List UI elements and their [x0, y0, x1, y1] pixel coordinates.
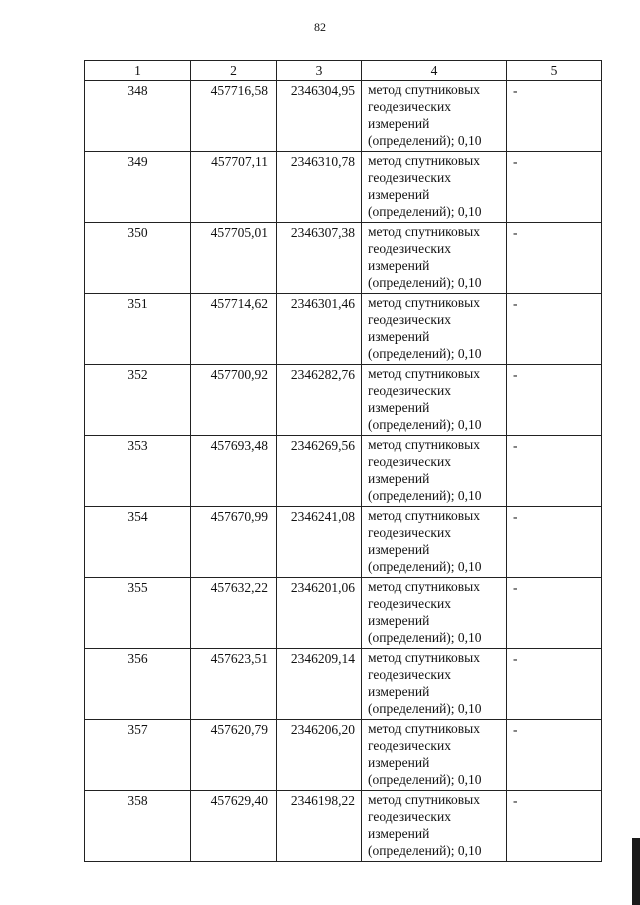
- note-cell: -: [507, 152, 602, 223]
- y-coordinate-cell: 2346198,22: [277, 791, 362, 862]
- note-cell: -: [507, 436, 602, 507]
- method-cell: метод спутниковых геодезических измерений (определений); 0,10: [362, 152, 507, 223]
- method-cell: метод спутниковых геодезических измерений (определений); 0,10: [362, 649, 507, 720]
- note-cell: -: [507, 294, 602, 365]
- page-number: 82: [314, 20, 326, 34]
- column-header-4: 4: [362, 61, 507, 81]
- x-coordinate-cell: 457632,22: [191, 578, 277, 649]
- method-cell: метод спутниковых геодезических измерений (определений); 0,10: [362, 365, 507, 436]
- point-number-cell: 350: [85, 223, 191, 294]
- y-coordinate-cell: 2346304,95: [277, 81, 362, 152]
- method-cell: метод спутниковых геодезических измерений (определений); 0,10: [362, 223, 507, 294]
- table-row: [85, 223, 602, 294]
- y-coordinate-cell: 2346209,14: [277, 649, 362, 720]
- point-number-cell: 354: [85, 507, 191, 578]
- column-header-1: 1: [85, 61, 191, 81]
- note-cell: -: [507, 507, 602, 578]
- coordinates-table: [84, 60, 602, 862]
- y-coordinate-cell: 2346206,20: [277, 720, 362, 791]
- x-coordinate-cell: 457629,40: [191, 791, 277, 862]
- table-row: [85, 81, 602, 152]
- method-cell: метод спутниковых геодезических измерений (определений); 0,10: [362, 81, 507, 152]
- y-coordinate-cell: 2346269,56: [277, 436, 362, 507]
- x-coordinate-cell: 457714,62: [191, 294, 277, 365]
- table-row: [85, 294, 602, 365]
- y-coordinate-cell: 2346310,78: [277, 152, 362, 223]
- x-coordinate-cell: 457700,92: [191, 365, 277, 436]
- x-coordinate-cell: 457693,48: [191, 436, 277, 507]
- note-cell: -: [507, 578, 602, 649]
- note-cell: -: [507, 81, 602, 152]
- point-number-cell: 351: [85, 294, 191, 365]
- note-cell: -: [507, 223, 602, 294]
- y-coordinate-cell: 2346307,38: [277, 223, 362, 294]
- table-row: [85, 152, 602, 223]
- point-number-cell: 352: [85, 365, 191, 436]
- point-number-cell: 357: [85, 720, 191, 791]
- column-header-3: 3: [277, 61, 362, 81]
- column-header-5: 5: [507, 61, 602, 81]
- y-coordinate-cell: 2346301,46: [277, 294, 362, 365]
- table-row: [85, 436, 602, 507]
- table-row: [85, 720, 602, 791]
- y-coordinate-cell: 2346201,06: [277, 578, 362, 649]
- table-row: [85, 507, 602, 578]
- table-row: [85, 365, 602, 436]
- table-row: [85, 578, 602, 649]
- y-coordinate-cell: 2346241,08: [277, 507, 362, 578]
- table-row: [85, 649, 602, 720]
- method-cell: метод спутниковых геодезических измерений (определений); 0,10: [362, 720, 507, 791]
- note-cell: -: [507, 791, 602, 862]
- x-coordinate-cell: 457707,11: [191, 152, 277, 223]
- method-cell: метод спутниковых геодезических измерений (определений); 0,10: [362, 578, 507, 649]
- point-number-cell: 358: [85, 791, 191, 862]
- x-coordinate-cell: 457623,51: [191, 649, 277, 720]
- note-cell: -: [507, 365, 602, 436]
- point-number-cell: 353: [85, 436, 191, 507]
- method-cell: метод спутниковых геодезических измерений (определений); 0,10: [362, 791, 507, 862]
- point-number-cell: 356: [85, 649, 191, 720]
- x-coordinate-cell: 457716,58: [191, 81, 277, 152]
- x-coordinate-cell: 457620,79: [191, 720, 277, 791]
- table-header-row: [85, 61, 602, 81]
- method-cell: метод спутниковых геодезических измерений (определений); 0,10: [362, 436, 507, 507]
- table-row: [85, 791, 602, 862]
- point-number-cell: 355: [85, 578, 191, 649]
- note-cell: -: [507, 649, 602, 720]
- note-cell: -: [507, 720, 602, 791]
- point-number-cell: 348: [85, 81, 191, 152]
- x-coordinate-cell: 457670,99: [191, 507, 277, 578]
- scan-edge-shadow: [632, 838, 640, 905]
- point-number-cell: 349: [85, 152, 191, 223]
- method-cell: метод спутниковых геодезических измерений (определений); 0,10: [362, 294, 507, 365]
- column-header-2: 2: [191, 61, 277, 81]
- x-coordinate-cell: 457705,01: [191, 223, 277, 294]
- y-coordinate-cell: 2346282,76: [277, 365, 362, 436]
- method-cell: метод спутниковых геодезических измерений (определений); 0,10: [362, 507, 507, 578]
